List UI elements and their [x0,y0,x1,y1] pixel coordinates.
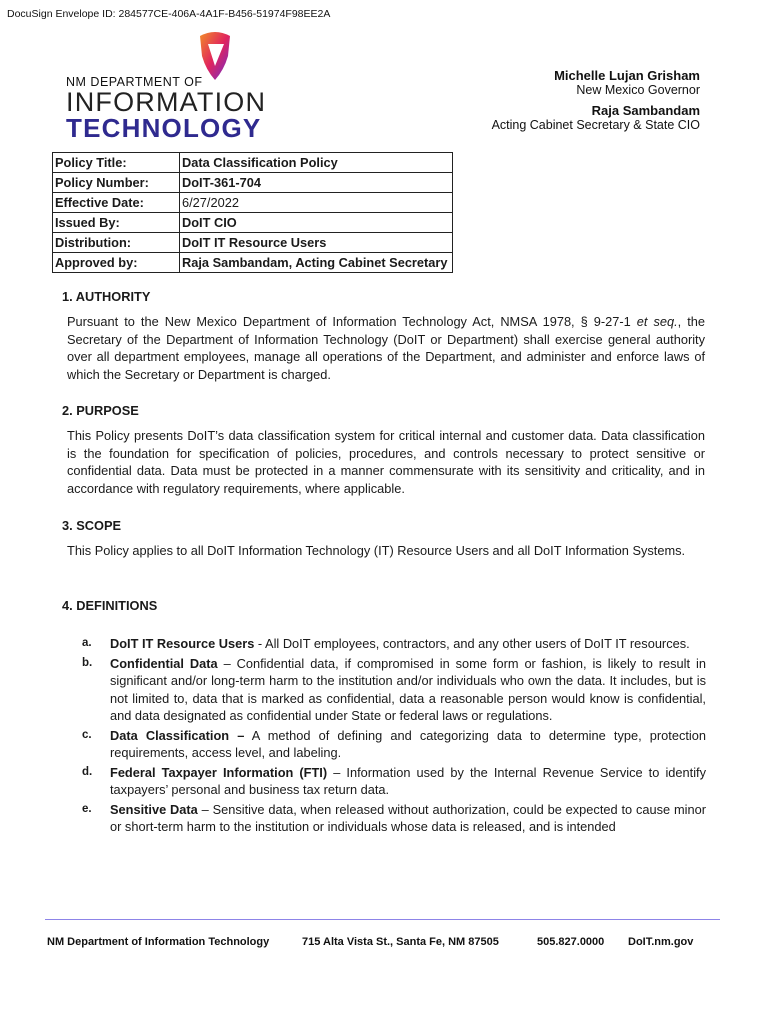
definition-item [82,764,706,799]
meta-label: Approved by: [53,253,180,273]
governor-title: New Mexico Governor [576,83,700,97]
section-heading-scope: 3. SCOPE [62,518,122,533]
meta-value: DoIT CIO [180,213,453,233]
meta-value: Data Classification Policy [180,153,453,173]
section-text-authority [67,313,705,383]
meta-label: Distribution: [53,233,180,253]
meta-row-distribution [53,233,453,253]
definition-marker: a. [82,637,92,649]
footer-address: 715 Alta Vista St., Santa Fe, NM 87505 [302,936,499,948]
definition-term: DoIT IT Resource Users [110,636,255,651]
meta-label: Issued By: [53,213,180,233]
definition-text: – Sensitive data, when released without authorization, could be expected to cause minor or short-term harm to the institution or individuals whose data is released, and is intended [110,801,706,834]
meta-row-issued-by [53,213,453,233]
section-text-scope: This Policy applies to all DoIT Information Technology (IT) Resource Users and all DoIT Information Systems. [67,543,686,558]
definition-item [82,727,706,762]
meta-row-number [53,173,453,193]
section-text-purpose: This Policy presents DoIT’s data classification system for critical internal and customer data. Data classification is the foundation for specification of policies, procedures, and controls necessary to protect sensitive or confidential data. Data must be protected in a manner commensurate with its sensitivity and criticality, and in accordance with regulatory requirements, where applicable. [67,428,705,496]
logo-line-information: INFORMATION [66,87,267,117]
meta-label: Policy Title: [53,153,180,173]
officials-block [400,68,700,138]
docusign-envelope-id: DocuSign Envelope ID: 284577CE-406A-4A1F-B456-51974F98EE2A [7,8,331,20]
meta-value: DoIT IT Resource Users [180,233,453,253]
definition-marker: e. [82,802,92,815]
definition-term: Federal Taxpayer Information (FTI) [110,764,328,780]
footer-website: DoIT.nm.gov [628,936,694,948]
definition-item [82,635,706,653]
definition-text: – Information used by the Internal Revenue Service to identify taxpayers’ personal and business tax return data. [110,764,706,797]
definition-marker: b. [82,656,93,669]
secretary-name: Raja Sambandam [591,103,700,118]
authority-text-italic: et seq. [636,314,678,329]
logo-line-nm-department: NM DEPARTMENT OF [66,75,203,89]
footer-org: NM Department of Information Technology [47,936,270,948]
logo-line-technology: TECHNOLOGY [66,113,262,143]
authority-text-part: Pursuant to the New Mexico Department of Information Technology Act, NMSA 1978, § 9-27-1 [67,314,637,329]
secretary-title: Acting Cabinet Secretary & State CIO [491,118,700,132]
meta-label: Effective Date: [53,193,180,213]
definition-item [82,801,706,836]
definition-term: Sensitive Data [110,801,198,817]
definitions-list [82,635,706,838]
footer-phone: 505.827.0000 [537,936,605,948]
definition-item [82,655,706,725]
meta-value: DoIT-361-704 [180,173,453,193]
definition-marker: c. [82,728,92,741]
doit-logo-shield-icon [198,30,232,82]
meta-row-approved-by [53,253,453,273]
governor-name: Michelle Lujan Grisham [554,68,700,83]
definition-text: - All DoIT employees, contractors, and any other users of DoIT IT resources. [254,636,690,651]
meta-value: Raja Sambandam, Acting Cabinet Secretary [180,253,453,273]
definition-text: – Confidential data, if compromised in some form or fashion, is likely to result in significant and/or long-term harm to the institution and/or individuals who own the data. It includes, but is not limited to, data that is marked as confidential, data a reasonable person would know is confidential, and data designated as confidential under State or federal laws or regulations. [110,655,706,723]
doit-logo [66,30,267,143]
section-heading-definitions: 4. DEFINITIONS [62,598,158,613]
meta-row-title [53,153,453,173]
meta-label: Policy Number: [53,173,180,193]
section-heading-authority: 1. AUTHORITY [62,289,151,304]
definition-term: Confidential Data [110,655,218,671]
authority-text-part: , the Secretary of the Department of Information Technology (DoIT or Department) shall exercise general authority over all department employees, manage all operations of the Department, and administer and enforce laws of which the Secretary or Department is charged. [67,314,705,382]
definition-marker: d. [82,765,93,778]
meta-value: 6/27/2022 [180,193,453,213]
meta-row-effective-date [53,193,453,213]
definition-text: A method of defining and categorizing data to determine type, protection requirements, access level, and labeling. [110,727,706,760]
definition-term: Data Classification – [110,727,245,743]
section-heading-purpose: 2. PURPOSE [62,403,139,418]
footer-divider [45,919,720,920]
policy-meta-table [52,152,453,273]
